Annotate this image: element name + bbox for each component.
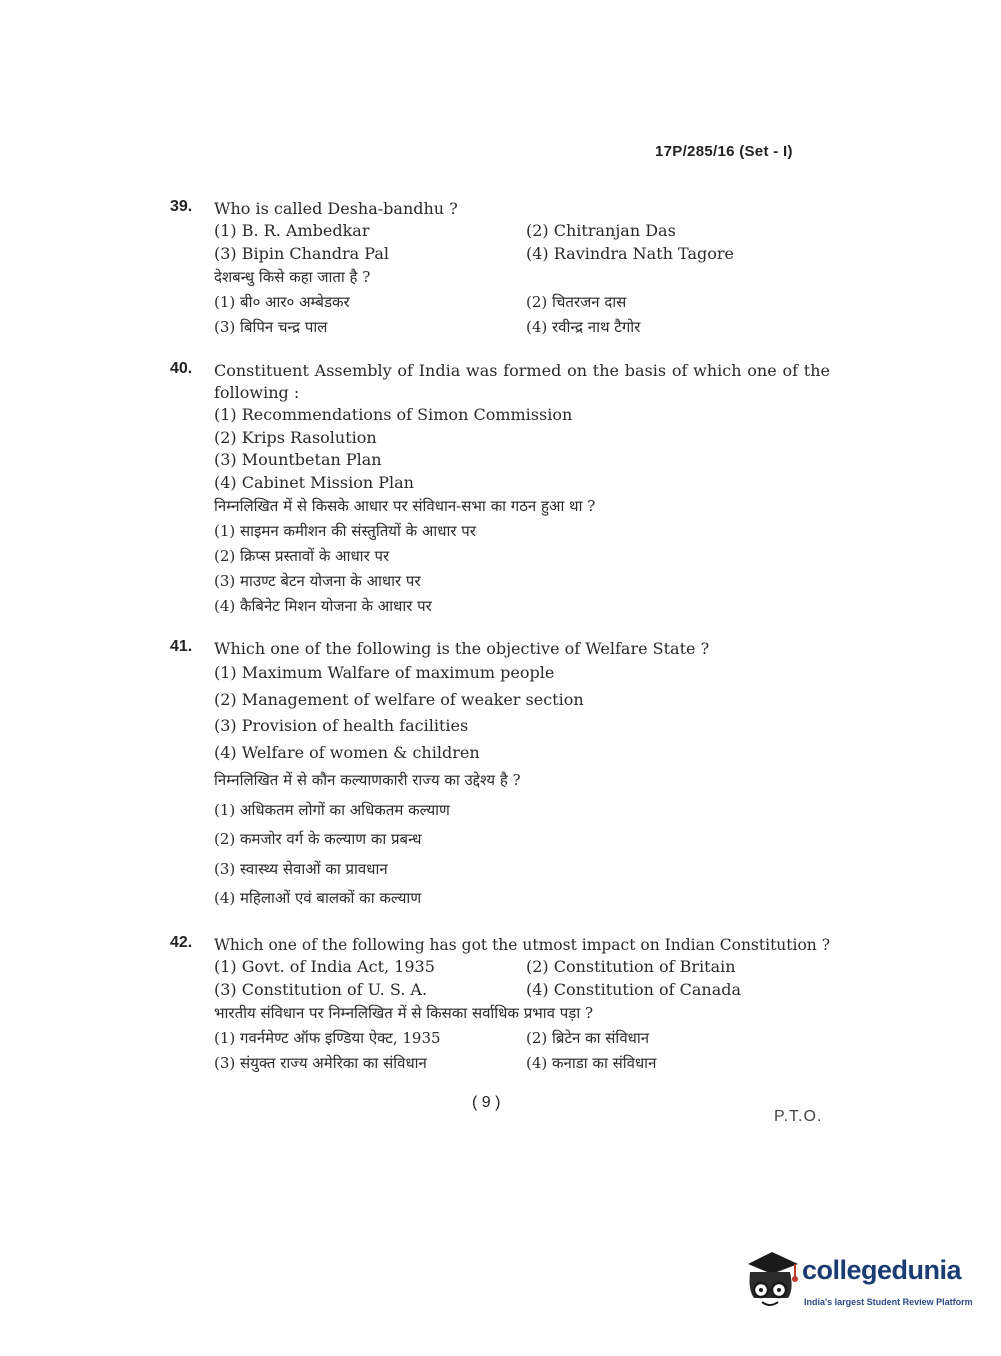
page-number: ( 9 ): [472, 1094, 501, 1111]
option-2-hi: (2) ब्रिटेन का संविधान: [526, 1029, 650, 1047]
option-2-hi: (2) कमजोर वर्ग के कल्याण का प्रबन्ध: [214, 830, 422, 848]
option-1-hi: (1) साइमन कमीशन की संस्तुतियों के आधार पर: [214, 522, 476, 540]
option-1-hi: (1) अधिकतम लोगों का अधिकतम कल्याण: [214, 800, 450, 819]
option-2-en: (2) Constitution of Britain: [526, 957, 736, 976]
option-row: [214, 243, 830, 266]
question-number: 39.: [170, 198, 193, 215]
collegedunia-watermark: [742, 1250, 973, 1320]
option-3-hi: (3) स्वास्थ्य सेवाओं का प्रावधान: [214, 859, 388, 878]
option-1-hi: (1) बी० आर० अम्बेडकर: [214, 293, 350, 311]
option-4-hi: (4) महिलाओं एवं बालकों का कल्याण: [214, 889, 422, 907]
option-2-hi: (2) क्रिप्स प्रस्तावों के आधार पर: [214, 547, 390, 565]
question-39: [170, 198, 830, 340]
question-text-en: Which one of the following has got the utmost impact on Indian Constitution ?: [214, 936, 831, 954]
option-2-en: (2) Chitranjan Das: [526, 221, 676, 240]
question-text-en: Constituent Assembly of India was formed on the basis of which one of the following :: [214, 361, 830, 402]
option-4-hi: (4) कैबिनेट मिशन योजना के आधार पर: [214, 597, 432, 615]
paper-code: 17P/285/16 (Set - I): [655, 143, 793, 160]
option-3-en: (3) Constitution of U. S. A.: [214, 979, 428, 999]
option-4-en: (4) Cabinet Mission Plan: [214, 472, 414, 492]
question-text-hi: निम्नलिखित में से कौन कल्याणकारी राज्य का उद्देश्य है ?: [214, 771, 521, 789]
option-2-en: (2) Management of welfare of weaker section: [214, 689, 584, 709]
option-1-en: (1) Govt. of India Act, 1935: [214, 957, 435, 976]
option-row: [214, 220, 830, 243]
question-41: [170, 638, 830, 914]
option-row-hi: [214, 315, 830, 340]
question-number: 42.: [170, 934, 193, 951]
question-text-hi: देशबन्धु किसे कहा जाता है ?: [214, 268, 371, 286]
option-3-en: (3) Mountbetan Plan: [214, 450, 382, 469]
option-4-en: (4) Welfare of women & children: [214, 742, 480, 762]
question-text-hi: निम्नलिखित में से किसके आधार पर संविधान-सभा का गठन हुआ था ?: [214, 497, 596, 515]
question-text-en: Who is called Desha-bandhu ?: [214, 199, 458, 218]
option-row-hi: [214, 1026, 830, 1051]
question-text-hi: भारतीय संविधान पर निम्नलिखित में से किसका सर्वाधिक प्रभाव पड़ा ?: [214, 1004, 594, 1022]
option-row: [214, 979, 830, 1002]
option-1-en: (1) B. R. Ambedkar: [214, 221, 370, 240]
option-3-hi: (3) संयुक्त राज्य अमेरिका का संविधान: [214, 1054, 427, 1072]
option-4-en: (4) Constitution of Canada: [526, 979, 742, 999]
question-text-en: Which one of the following is the objective of Welfare State ?: [214, 639, 710, 658]
option-3-hi: (3) बिपिन चन्द्र पाल: [214, 318, 328, 336]
option-2-hi: (2) चितरजन दास: [526, 293, 627, 311]
option-4-hi: (4) कनाडा का संविधान: [526, 1054, 657, 1072]
option-3-en: (3) Bipin Chandra Pal: [214, 243, 389, 263]
graduate-mascot-icon: [742, 1250, 802, 1312]
question-number: 41.: [170, 638, 193, 655]
option-4-hi: (4) रवीन्द्र नाथ टैगोर: [526, 318, 641, 336]
option-3-en: (3) Provision of health facilities: [214, 716, 469, 735]
option-row: [214, 956, 830, 979]
option-1-en: (1) Recommendations of Simon Commission: [214, 405, 573, 424]
pto-label: P.T.O.: [774, 1108, 823, 1125]
option-2-en: (2) Krips Rasolution: [214, 427, 377, 447]
question-number: 40.: [170, 360, 193, 377]
option-3-hi: (3) माउण्ट बेटन योजना के आधार पर: [214, 572, 421, 590]
brand-tagline: India's largest Student Review Platform: [804, 1297, 973, 1307]
option-4-en: (4) Ravindra Nath Tagore: [526, 243, 734, 263]
option-row-hi: [214, 1051, 830, 1076]
question-40: [170, 360, 830, 619]
option-1-hi: (1) गवर्नमेण्ट ऑफ इण्डिया ऐक्ट, 1935: [214, 1029, 441, 1047]
question-42: [170, 934, 830, 1076]
brand-name: collegedunia: [802, 1255, 962, 1285]
option-row-hi: [214, 290, 830, 315]
option-1-en: (1) Maximum Walfare of maximum people: [214, 663, 555, 682]
